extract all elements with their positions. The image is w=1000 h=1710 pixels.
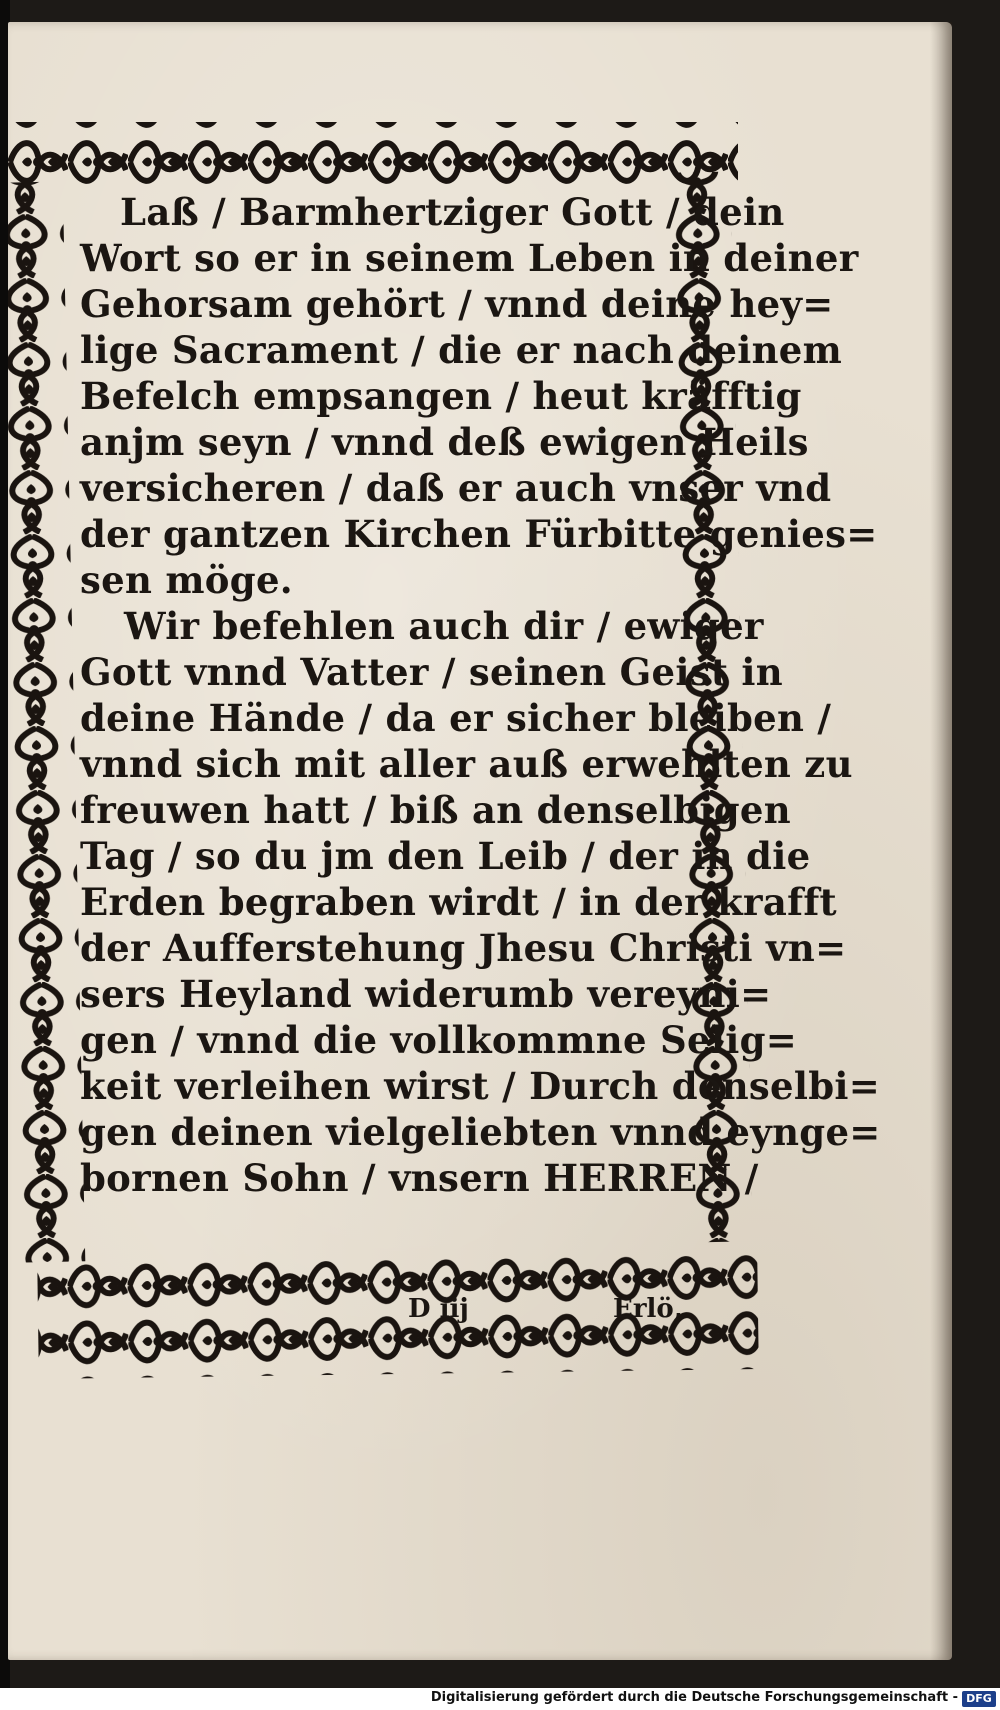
book-page <box>8 22 952 1660</box>
page-footer-marks <box>408 1294 738 1334</box>
text-line: Tag / so du jm den Leib / der in die <box>80 834 811 878</box>
text-line: Wir befehlen auch dir / ewiger <box>124 604 764 648</box>
footer-credit: Digitalisierung gefördert durch die Deutsche Forschungsgemeinschaft - <box>430 1690 958 1705</box>
catchword: Erlö, <box>613 1294 683 1324</box>
text-line: Gott vnnd Vatter / seinen Geist in <box>80 650 783 694</box>
text-line: der Aufferstehung Jhesu Christi vn= <box>80 926 847 970</box>
signature-mark: D iij <box>408 1294 469 1324</box>
text-line: lige Sacrament / die er nach deinem <box>80 328 843 372</box>
text-line: gen / vnnd die vollkommne Selig= <box>80 1018 798 1062</box>
text-line: Wort so er in seinem Leben in deiner <box>80 236 859 280</box>
text-line: Erden begraben wirdt / in der krafft <box>80 880 837 924</box>
text-line: sers Heyland widerumb vereyni= <box>80 972 772 1016</box>
text-line: versicheren / daß er auch vnser vnd <box>80 466 832 510</box>
dfg-logo-icon: DFG <box>962 1691 996 1707</box>
text-line: keit verleihen wirst / Durch denselbi= <box>80 1064 881 1108</box>
text-line: freuwen hatt / biß an denselbigen <box>80 788 791 832</box>
text-line: sen möge. <box>80 558 293 602</box>
text-line: Gehorsam gehört / vnnd deine hey= <box>80 282 834 326</box>
text-line: deine Hände / da er sicher bleiben / <box>80 696 832 740</box>
main-text <box>80 190 881 1240</box>
text-line: Befelch empsangen / heut kräfftig <box>80 374 802 418</box>
text-line: Laß / Barmhertziger Gott / dein <box>120 190 785 234</box>
text-line: gen deinen vielgeliebten vnnd eynge= <box>80 1110 881 1154</box>
text-line: vnnd sich mit aller auß erwehlten zu <box>80 742 853 786</box>
text-line: bornen Sohn / vnsern HERREN / <box>80 1156 759 1200</box>
text-line: der gantzen Kirchen Fürbitte genies= <box>80 512 878 556</box>
text-line: anjm seyn / vnnd deß ewigen Heils <box>80 420 809 464</box>
digitization-footer <box>0 1688 1000 1710</box>
